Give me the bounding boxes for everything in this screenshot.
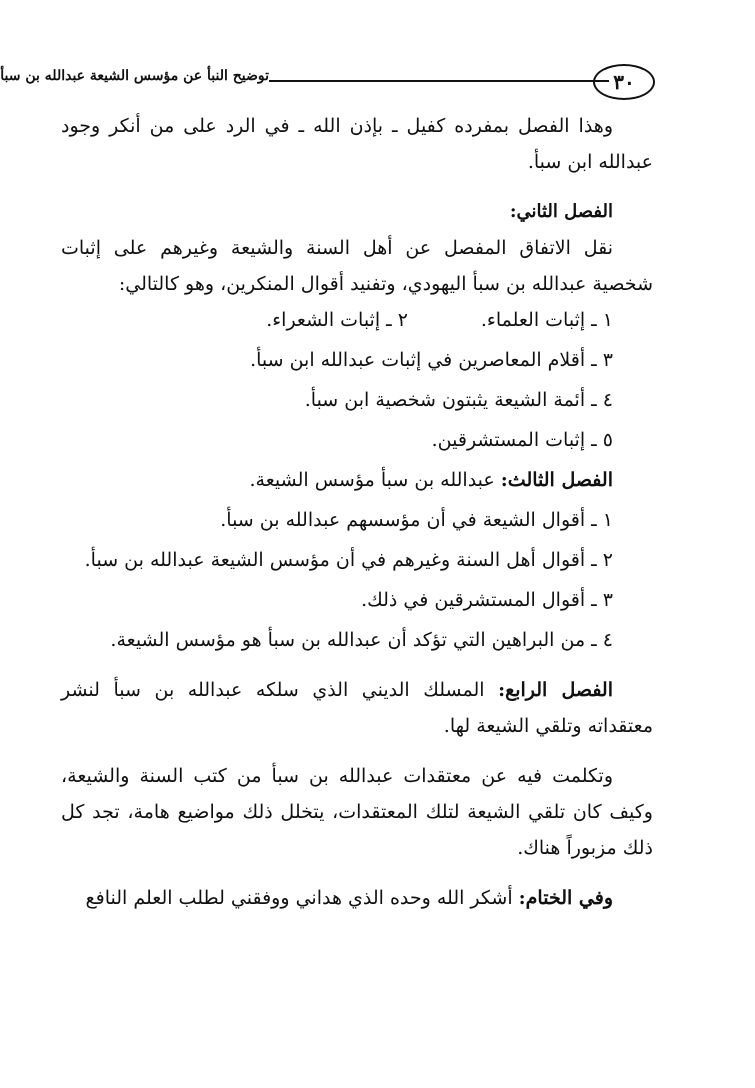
page-body (61, 108, 653, 916)
conclusion-heading: وفي الختام: (518, 887, 613, 909)
conclusion-text: أشكر الله وحده الذي هداني ووفقني لطلب العلم النافع (85, 887, 513, 909)
chapter2-heading: الفصل الثاني: (509, 201, 613, 222)
page-number: ٣٠ (593, 64, 655, 100)
paragraph-intro: وهذا الفصل بمفرده كفيل ـ بإذن الله ـ في الرد على من أنكر وجود عبدالله ابن سبأ. (61, 115, 653, 173)
chapter3-item-1: ١ ـ أقوال الشيعة في أن مؤسسهم عبدالله بن سبأ. (220, 509, 613, 531)
running-title: توضيح النبأ عن مؤسس الشيعة عبدالله بن سبأ (0, 68, 269, 84)
chapter3-item-3: ٣ ـ أقوال المستشرقين في ذلك. (361, 589, 613, 611)
running-header (0, 62, 655, 102)
chapter3-heading: الفصل الثالث: (500, 469, 613, 491)
paragraph-beliefs: وتكلمت فيه عن معتقدات عبدالله بن سبأ من كتب السنة والشيعة، وكيف كان تلقي الشيعة لتلك المعتقدات، يتخلل ذلك مواضيع هامة، تجد كل ذلك مزبوراً هناك. (61, 765, 653, 859)
chapter4-paragraph (61, 672, 653, 744)
chapter2-item-3: ٣ ـ أقلام المعاصرين في إثبات عبدالله ابن سبأ. (250, 349, 613, 371)
chapter3-title: عبدالله بن سبأ مؤسس الشيعة. (249, 469, 495, 491)
conclusion-paragraph (61, 880, 653, 916)
chapter2-items-row (61, 302, 653, 338)
chapter3-item-4: ٤ ـ من البراهين التي تؤكد أن عبدالله بن سبأ هو مؤسس الشيعة. (110, 629, 613, 651)
chapter2-item-1: ١ ـ إثبات العلماء. (480, 309, 613, 331)
chapter4-heading: الفصل الرابع: (498, 679, 613, 701)
header-rule (269, 80, 609, 82)
chapter3-item-2: ٢ ـ أقوال أهل السنة وغيرهم في أن مؤسس الشيعة عبدالله بن سبأ. (84, 549, 613, 571)
chapter2-item-4: ٤ ـ أئمة الشيعة يثبتون شخصية ابن سبأ. (304, 389, 613, 411)
chapter2-item-2: ٢ ـ إثبات الشعراء. (266, 309, 408, 331)
chapter2-intro: نقل الاتفاق المفصل عن أهل السنة والشيعة وغيرهم على إثبات شخصية عبدالله بن سبأ اليهودي، وتفنيد أقوال المنكرين، وهو كالتالي: (61, 237, 653, 295)
chapter4-text: المسلك الديني الذي سلكه عبدالله بن سبأ لنشر معتقداته وتلقي الشيعة لها. (61, 679, 653, 737)
chapter3-line (61, 462, 653, 498)
chapter2-item-5: ٥ ـ إثبات المستشرقين. (431, 429, 613, 451)
